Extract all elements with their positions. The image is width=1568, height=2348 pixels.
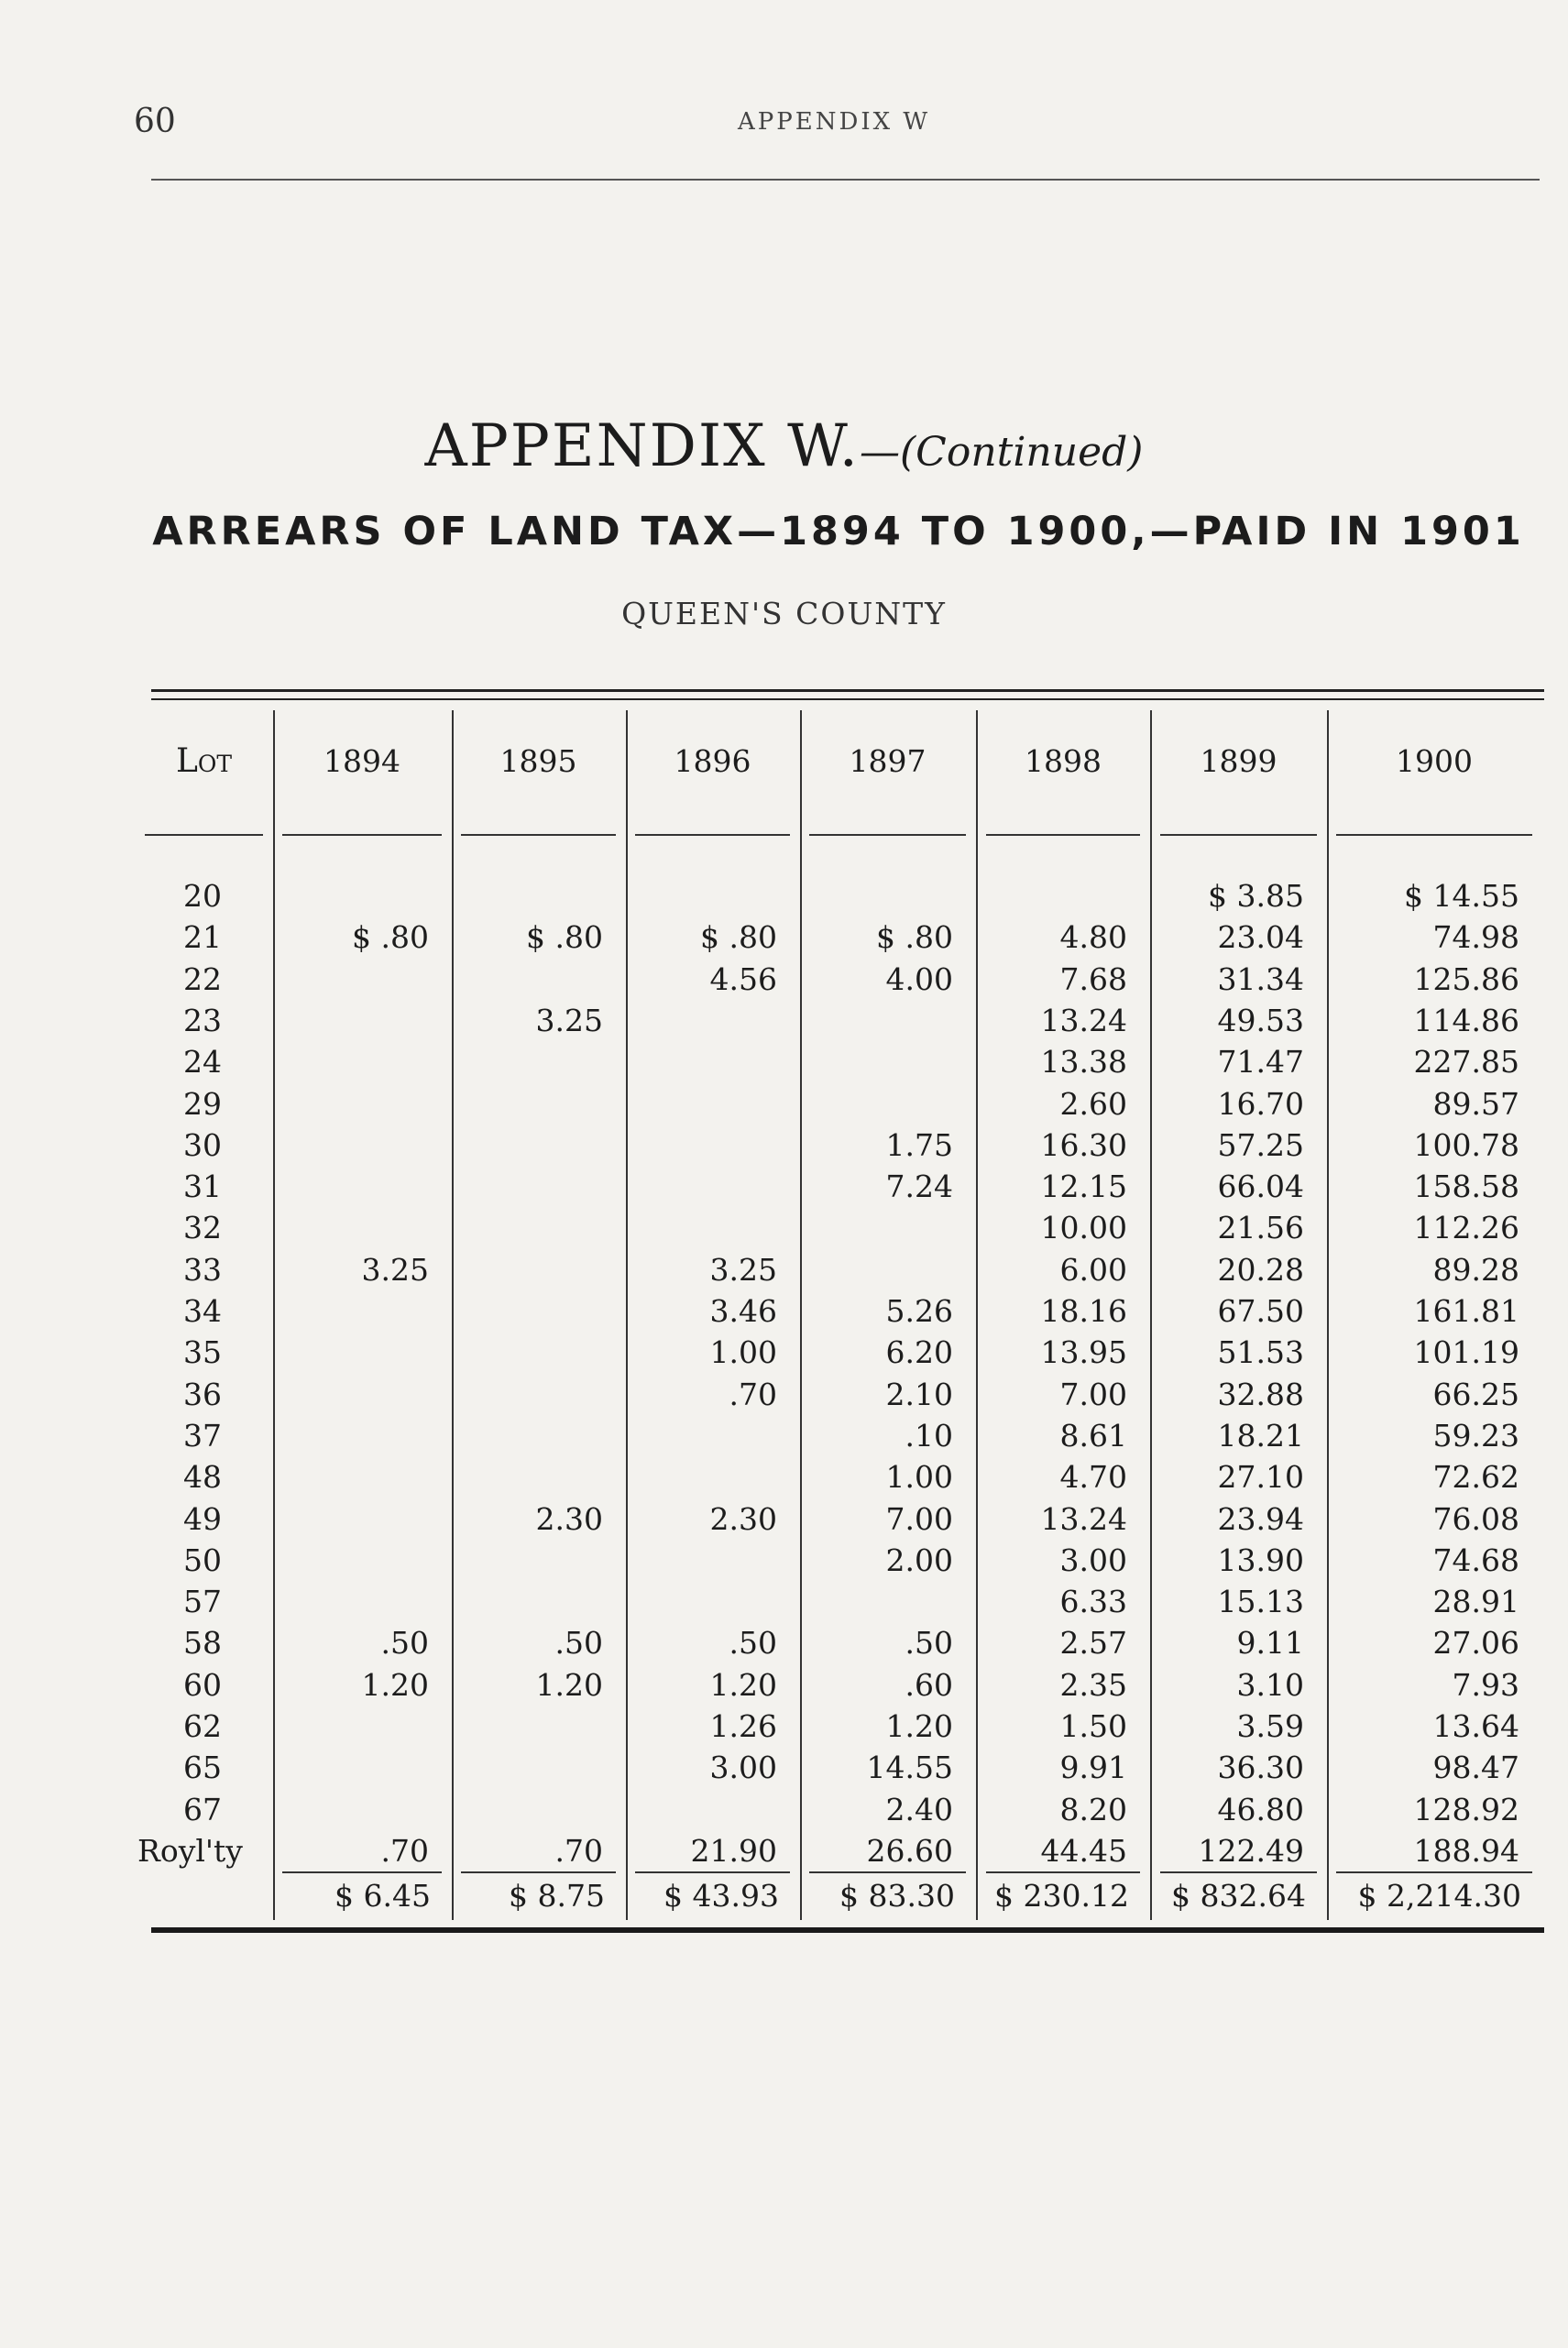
table-cell: 2.10: [885, 1376, 953, 1412]
table-cell: 188.94: [1413, 1832, 1519, 1869]
table-cell: .50: [729, 1625, 777, 1662]
table-cell: 7.00: [885, 1500, 953, 1537]
total-cell: $ 6.45: [334, 1878, 431, 1915]
table-cell: 6.33: [1059, 1584, 1127, 1620]
header-underline: [809, 834, 966, 836]
table-cell: 10.00: [1040, 1210, 1127, 1246]
table-cell: 15.13: [1217, 1584, 1304, 1620]
table-cell: 1.00: [885, 1459, 953, 1496]
table-cell: 112.26: [1413, 1210, 1519, 1246]
column-header: 1895: [499, 743, 577, 779]
table-cell: 6.20: [885, 1334, 953, 1371]
totals-rule: [1336, 1871, 1532, 1873]
table-cell: 72.62: [1432, 1459, 1519, 1496]
table-cell: .70: [729, 1376, 777, 1412]
table-cell: 26.60: [866, 1832, 953, 1869]
total-cell: $ 83.30: [839, 1878, 955, 1915]
header-underline: [145, 834, 263, 836]
table-cell: 12.15: [1040, 1169, 1127, 1205]
table-cell: 16.30: [1040, 1126, 1127, 1163]
table-cell: .70: [554, 1832, 603, 1869]
table-cell: .70: [380, 1832, 429, 1869]
table-cell: 32.88: [1217, 1376, 1304, 1412]
column-header: 1900: [1396, 743, 1473, 779]
lot-label: 23: [183, 1002, 222, 1038]
totals-rule: [986, 1871, 1140, 1873]
table-cell: $ .80: [876, 919, 953, 956]
header-underline: [986, 834, 1140, 836]
table-cell: 1.20: [535, 1666, 603, 1703]
table-top-rule-inner: [151, 698, 1544, 700]
lot-label: 35: [183, 1334, 222, 1371]
table-cell: 1.20: [709, 1666, 777, 1703]
header-rule: [151, 179, 1540, 181]
table-cell: 7.00: [1059, 1376, 1127, 1412]
lot-label: 22: [183, 960, 222, 997]
lot-label: 30: [183, 1126, 222, 1163]
table-cell: 59.23: [1432, 1417, 1519, 1454]
table-cell: $ .80: [352, 919, 429, 956]
table-cell: 7.24: [885, 1169, 953, 1205]
header-underline: [1160, 834, 1317, 836]
header-underline: [461, 834, 616, 836]
table-cell: 21.56: [1217, 1210, 1304, 1246]
table-cell: 4.80: [1059, 919, 1127, 956]
table-cell: 18.16: [1040, 1293, 1127, 1329]
county-name: QUEEN'S COUNTY: [621, 596, 947, 631]
table-cell: 13.64: [1432, 1708, 1519, 1744]
lot-label: 24: [183, 1044, 222, 1081]
table-cell: 9.11: [1236, 1625, 1304, 1662]
table-cell: 49.53: [1217, 1002, 1304, 1038]
table-cell: 1.26: [709, 1708, 777, 1744]
table-cell: 4.00: [885, 960, 953, 997]
table-cell: $ 3.85: [1208, 878, 1304, 914]
table-cell: 128.92: [1413, 1791, 1519, 1827]
table-cell: 7.93: [1452, 1666, 1519, 1703]
table-cell: 57.25: [1217, 1126, 1304, 1163]
table-cell: 3.25: [709, 1251, 777, 1288]
table-cell: 2.60: [1059, 1085, 1127, 1122]
table-cell: 3.10: [1236, 1666, 1304, 1703]
total-cell: $ 8.75: [509, 1878, 605, 1915]
total-cell: $ 230.12: [994, 1878, 1129, 1915]
appendix-title: [0, 412, 1568, 480]
table-cell: 1.50: [1059, 1708, 1127, 1744]
table-cell: 13.24: [1040, 1500, 1127, 1537]
table-cell: 8.61: [1059, 1417, 1127, 1454]
running-head: APPENDIX W: [738, 108, 931, 136]
title-main: APPENDIX W.: [424, 412, 861, 480]
table-cell: 4.70: [1059, 1459, 1127, 1496]
totals-rule: [1160, 1871, 1317, 1873]
table-cell: 46.80: [1217, 1791, 1304, 1827]
lot-label: 21: [183, 919, 222, 956]
lot-label: 36: [183, 1376, 222, 1412]
table-cell: 18.21: [1217, 1417, 1304, 1454]
lot-label: 62: [183, 1708, 222, 1744]
column-rule: [273, 710, 275, 1920]
lot-label: Royl'ty: [137, 1832, 243, 1869]
table-cell: 28.91: [1432, 1584, 1519, 1620]
table-cell: 122.49: [1198, 1832, 1304, 1869]
column-header: 1896: [674, 743, 751, 779]
table-cell: 27.10: [1217, 1459, 1304, 1496]
table-cell: 71.47: [1217, 1044, 1304, 1081]
table-cell: 4.56: [709, 960, 777, 997]
totals-rule: [635, 1871, 790, 1873]
table-cell: 3.25: [361, 1251, 429, 1288]
column-header: 1894: [323, 743, 400, 779]
total-cell: $ 832.64: [1171, 1878, 1306, 1915]
lot-label: 33: [183, 1251, 222, 1288]
table-cell: 44.45: [1040, 1832, 1127, 1869]
table-cell: 23.04: [1217, 919, 1304, 956]
table-cell: 13.95: [1040, 1334, 1127, 1371]
table-cell: 27.06: [1432, 1625, 1519, 1662]
table-cell: 161.81: [1413, 1293, 1519, 1329]
table-cell: 98.47: [1432, 1750, 1519, 1786]
table-cell: .10: [905, 1417, 953, 1454]
column-header: Lot: [175, 742, 233, 780]
table-cell: 67.50: [1217, 1293, 1304, 1329]
table-cell: 2.40: [885, 1791, 953, 1827]
lot-label: 29: [183, 1085, 222, 1122]
table-cell: 89.28: [1432, 1251, 1519, 1288]
table-cell: 2.35: [1059, 1666, 1127, 1703]
table-cell: 13.90: [1217, 1542, 1304, 1578]
totals-rule: [282, 1871, 442, 1873]
table-cell: 6.00: [1059, 1251, 1127, 1288]
table-cell: 227.85: [1413, 1044, 1519, 1081]
lot-label: 20: [183, 878, 222, 914]
totals-rule: [809, 1871, 966, 1873]
table-cell: .60: [905, 1666, 953, 1703]
table-cell: .50: [554, 1625, 603, 1662]
table-cell: 3.00: [709, 1750, 777, 1786]
table-cell: 89.57: [1432, 1085, 1519, 1122]
table-cell: 51.53: [1217, 1334, 1304, 1371]
column-rule: [626, 710, 628, 1920]
table-cell: 101.19: [1413, 1334, 1519, 1371]
table-cell: $ .80: [700, 919, 777, 956]
table-cell: $ .80: [526, 919, 603, 956]
header-underline: [282, 834, 442, 836]
table-cell: 74.68: [1432, 1542, 1519, 1578]
table-cell: 36.30: [1217, 1750, 1304, 1786]
table-cell: 2.30: [709, 1500, 777, 1537]
table-cell: 5.26: [885, 1293, 953, 1329]
total-cell: $ 2,214.30: [1357, 1878, 1521, 1915]
table-cell: 2.00: [885, 1542, 953, 1578]
table-cell: 1.20: [885, 1708, 953, 1744]
column-rule: [1327, 710, 1329, 1920]
column-header: 1898: [1025, 743, 1102, 779]
table-cell: 31.34: [1217, 960, 1304, 997]
lot-label: 57: [183, 1584, 222, 1620]
table-cell: 13.38: [1040, 1044, 1127, 1081]
column-rule: [976, 710, 978, 1920]
column-header: 1899: [1200, 743, 1277, 779]
header-underline: [635, 834, 790, 836]
table-cell: .50: [905, 1625, 953, 1662]
lot-label: 48: [183, 1459, 222, 1496]
table-cell: 158.58: [1413, 1169, 1519, 1205]
lot-label: 50: [183, 1542, 222, 1578]
header-underline: [1336, 834, 1532, 836]
table-bottom-rule: [151, 1927, 1544, 1933]
table-cell: 2.57: [1059, 1625, 1127, 1662]
table-cell: 3.59: [1236, 1708, 1304, 1744]
table-cell: 100.78: [1413, 1126, 1519, 1163]
total-cell: $ 43.93: [663, 1878, 779, 1915]
lot-label: 60: [183, 1666, 222, 1703]
table-cell: 14.55: [866, 1750, 953, 1786]
table-cell: 23.94: [1217, 1500, 1304, 1537]
title-continued: —(Continued): [860, 429, 1144, 476]
table-cell: 74.98: [1432, 919, 1519, 956]
table-cell: 66.04: [1217, 1169, 1304, 1205]
column-header: 1897: [849, 743, 927, 779]
table-cell: 125.86: [1413, 960, 1519, 997]
table-cell: 2.30: [535, 1500, 603, 1537]
column-rule: [1150, 710, 1152, 1920]
table-cell: 8.20: [1059, 1791, 1127, 1827]
lot-label: 31: [183, 1169, 222, 1205]
table-cell: 114.86: [1413, 1002, 1519, 1038]
table-cell: 1.20: [361, 1666, 429, 1703]
lot-label: 32: [183, 1210, 222, 1246]
table-cell: $ 14.55: [1404, 878, 1519, 914]
table-cell: 76.08: [1432, 1500, 1519, 1537]
table-cell: 3.25: [535, 1002, 603, 1038]
table-cell: 9.91: [1059, 1750, 1127, 1786]
lot-label: 65: [183, 1750, 222, 1786]
lot-label: 67: [183, 1791, 222, 1827]
lot-label: 58: [183, 1625, 222, 1662]
table-cell: 3.00: [1059, 1542, 1127, 1578]
table-cell: 7.68: [1059, 960, 1127, 997]
table-cell: .50: [380, 1625, 429, 1662]
page-number: 60: [134, 103, 176, 140]
table-cell: 66.25: [1432, 1376, 1519, 1412]
lot-label: 37: [183, 1417, 222, 1454]
column-rule: [800, 710, 802, 1920]
table-top-rule: [151, 689, 1544, 692]
table-cell: 16.70: [1217, 1085, 1304, 1122]
totals-rule: [461, 1871, 616, 1873]
lot-label: 49: [183, 1500, 222, 1537]
table-subtitle: ARREARS OF LAND TAX—1894 TO 1900,—PAID IN 1901: [152, 509, 1525, 554]
table-cell: 1.00: [709, 1334, 777, 1371]
column-rule: [452, 710, 454, 1920]
table-cell: 21.90: [690, 1832, 777, 1869]
table-cell: 3.46: [709, 1293, 777, 1329]
table-cell: 13.24: [1040, 1002, 1127, 1038]
lot-label: 34: [183, 1293, 222, 1329]
table-cell: 1.75: [885, 1126, 953, 1163]
table-cell: 20.28: [1217, 1251, 1304, 1288]
